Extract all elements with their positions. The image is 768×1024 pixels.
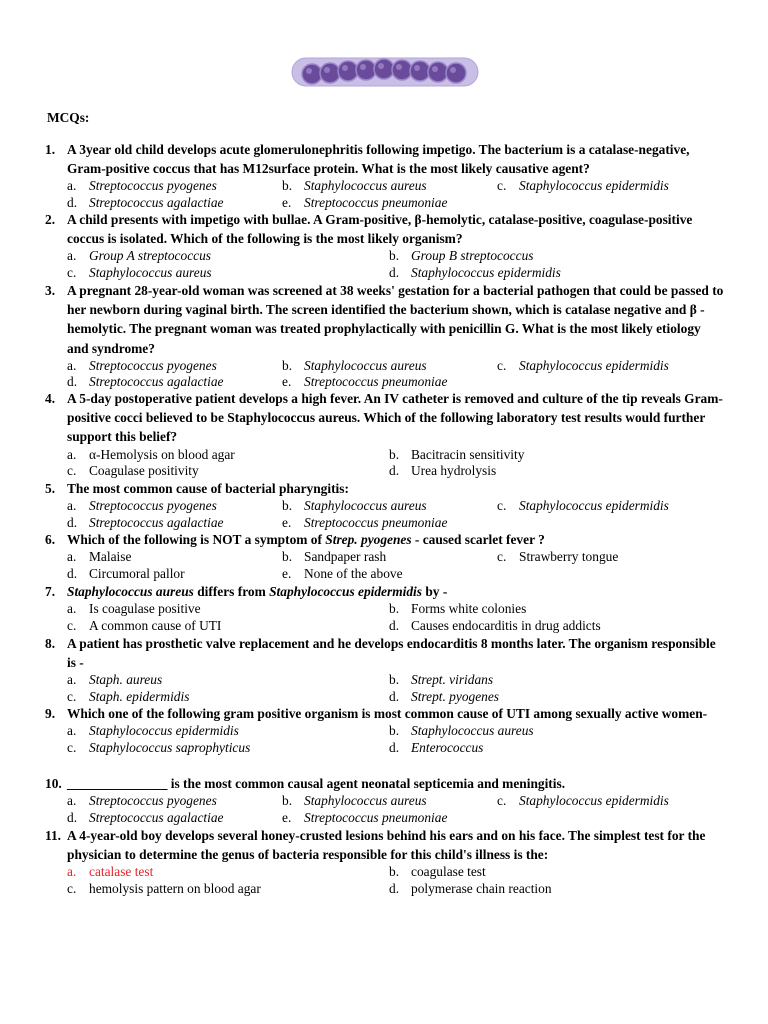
option-letter: c. — [497, 793, 507, 809]
option-letter: d. — [67, 514, 78, 530]
question-number: 11. — [45, 828, 61, 843]
option-letter: a. — [67, 723, 77, 739]
bead-highlight — [432, 66, 438, 72]
question-number: 1. — [45, 142, 56, 157]
option-text: coagulase test — [411, 864, 486, 880]
option-text: Streptococcus pyogenes — [89, 793, 217, 809]
answer-option — [67, 549, 282, 566]
option-letter: a. — [67, 357, 77, 373]
option-letter: b. — [282, 498, 293, 514]
bead-highlight — [342, 65, 348, 71]
option-letter: a. — [67, 672, 77, 688]
question-stem — [45, 530, 725, 549]
answer-option — [67, 689, 389, 706]
option-letter: c. — [67, 264, 77, 280]
option-row — [67, 740, 725, 757]
option-text: Staphylococcus epidermidis — [89, 723, 239, 739]
answer-option — [67, 515, 282, 532]
answer-option — [67, 881, 389, 898]
option-text: Staphylococcus epidermidis — [519, 178, 669, 194]
option-letter: b. — [282, 178, 293, 194]
question-text: A patient has prosthetic valve replacement and he develops endocarditis 8 months later. The organism responsible is - — [67, 636, 716, 671]
option-letter: c. — [67, 463, 77, 479]
bead-highlight — [414, 65, 420, 71]
option-letter: d. — [389, 880, 400, 896]
answer-option — [497, 793, 712, 810]
option-letter: d. — [389, 688, 400, 704]
option-letter: c. — [497, 178, 507, 194]
option-text: Urea hydrolysis — [411, 463, 497, 479]
question-number: 6. — [45, 532, 56, 547]
option-text: Group A streptococcus — [89, 248, 211, 264]
question-text: Which of the following is NOT a symptom of Strep. pyogenes - caused scarlet fever ? — [67, 532, 545, 547]
option-text: hemolysis pattern on blood agar — [89, 880, 261, 896]
bead-highlight — [324, 67, 330, 73]
option-row — [67, 881, 725, 898]
answer-options — [67, 498, 725, 531]
option-text: A common cause of UTI — [89, 617, 222, 633]
option-letter: a. — [67, 178, 77, 194]
coccus-bead — [410, 61, 430, 81]
answer-option — [67, 498, 282, 515]
question-stem — [45, 281, 725, 358]
option-letter: c. — [497, 498, 507, 514]
option-text: Streptococcus pneumoniae — [304, 194, 448, 210]
answer-option — [67, 447, 389, 464]
answer-option — [67, 265, 389, 282]
option-letter: d. — [389, 617, 400, 633]
question-stem — [45, 774, 725, 793]
question-text: Staphylococcus aureus differs from Staphylococcus epidermidis by - — [67, 584, 448, 599]
question-number: 5. — [45, 481, 56, 496]
option-letter: a. — [67, 498, 77, 514]
option-row — [67, 618, 725, 635]
option-letter: e. — [282, 514, 292, 530]
answer-option — [282, 566, 497, 583]
answer-option — [67, 793, 282, 810]
option-text: Staph. epidermidis — [89, 688, 190, 704]
question-item — [45, 530, 725, 582]
option-text: Group B streptococcus — [411, 248, 534, 264]
option-text: None of the above — [304, 565, 403, 581]
option-row — [67, 723, 725, 740]
option-row — [67, 195, 725, 212]
option-text: Streptococcus pneumoniae — [304, 374, 448, 390]
answer-options — [67, 549, 725, 582]
bead-highlight — [306, 68, 312, 74]
option-text: Strawberry tongue — [519, 549, 619, 565]
option-text: Staph. aureus — [89, 672, 163, 688]
option-letter: b. — [389, 248, 400, 264]
coccus-bead — [392, 60, 412, 80]
option-text: Coagulase positivity — [89, 463, 199, 479]
option-text: Causes endocarditis in drug addicts — [411, 617, 601, 633]
bead-highlight — [396, 64, 402, 70]
answer-option — [282, 195, 497, 212]
option-text: Forms white colonies — [411, 601, 527, 617]
option-letter: e. — [282, 194, 292, 210]
option-letter: c. — [67, 739, 77, 755]
answer-option — [67, 463, 389, 480]
answer-option — [67, 618, 389, 635]
answer-options — [67, 793, 725, 826]
answer-option — [282, 515, 497, 532]
answer-options — [67, 358, 725, 391]
answer-option — [389, 265, 711, 282]
answer-option — [67, 740, 389, 757]
answer-option — [282, 178, 497, 195]
option-row — [67, 864, 725, 881]
option-letter: c. — [67, 617, 77, 633]
option-row — [67, 265, 725, 282]
question-text: The most common cause of bacterial pharyngitis: — [67, 481, 349, 496]
answer-option — [282, 358, 497, 375]
answer-option — [497, 178, 712, 195]
option-text: Streptococcus pneumoniae — [304, 514, 448, 530]
answer-option — [67, 195, 282, 212]
question-number: 4. — [45, 391, 56, 406]
answer-option — [497, 498, 712, 515]
answer-option — [67, 566, 282, 583]
coccus-bead — [338, 61, 358, 81]
question-item — [45, 389, 725, 480]
option-row — [67, 566, 725, 583]
coccus-bead — [374, 59, 394, 79]
option-row — [67, 689, 725, 706]
option-text: α-Hemolysis on blood agar — [89, 446, 235, 462]
option-letter: e. — [282, 374, 292, 390]
option-text: Staphylococcus epidermidis — [411, 264, 561, 280]
section-heading: MCQs: — [47, 110, 90, 125]
option-text: Streptococcus pneumoniae — [304, 809, 448, 825]
answer-options — [67, 723, 725, 756]
answer-option — [389, 447, 711, 464]
option-row — [67, 178, 725, 195]
option-letter: b. — [282, 549, 293, 565]
answer-option — [389, 881, 711, 898]
option-letter: e. — [282, 565, 292, 581]
option-text: Staphylococcus epidermidis — [519, 498, 669, 514]
question-text: A child presents with impetigo with bullae. A Gram-positive, β-hemolytic, catalase-positive, coagulase-positive coccus is isolated. Which of the following is the most likely organism? — [67, 212, 693, 247]
option-letter: a. — [67, 601, 77, 617]
option-row — [67, 463, 725, 480]
answer-option — [67, 672, 389, 689]
option-letter: c. — [497, 357, 507, 373]
option-letter: b. — [389, 446, 400, 462]
question-number: 8. — [45, 636, 56, 651]
option-text: Staphylococcus epidermidis — [519, 357, 669, 373]
question-stem — [45, 389, 725, 447]
answer-option — [389, 601, 711, 618]
option-text: Staphylococcus aureus — [304, 178, 427, 194]
option-letter: b. — [389, 723, 400, 739]
question-item — [45, 826, 725, 897]
question-stem — [45, 479, 725, 498]
option-text: Streptococcus pyogenes — [89, 357, 217, 373]
answer-options — [67, 601, 725, 634]
coccus-bead — [428, 62, 448, 82]
option-row — [67, 810, 725, 827]
answer-option — [282, 549, 497, 566]
option-text: Circumoral pallor — [89, 565, 185, 581]
answer-option — [67, 601, 389, 618]
answer-option — [282, 498, 497, 515]
option-text: Streptococcus agalactiae — [89, 809, 224, 825]
option-text: polymerase chain reaction — [411, 880, 552, 896]
answer-option — [282, 810, 497, 827]
question-item — [45, 479, 725, 531]
option-letter: b. — [282, 357, 293, 373]
option-letter: b. — [389, 672, 400, 688]
option-row — [67, 601, 725, 618]
option-text: Staphylococcus aureus — [89, 264, 212, 280]
bead-highlight — [450, 67, 456, 73]
option-text: Strept. pyogenes — [411, 688, 500, 704]
question-text: A 4-year-old boy develops several honey-crusted lesions behind his ears and on his face. The simplest test for the physician to determine the genus of bacteria responsible for this child's illness is the: — [67, 828, 706, 863]
option-row — [67, 515, 725, 532]
option-row — [67, 498, 725, 515]
option-text: Bacitracin sensitivity — [411, 446, 525, 462]
option-letter: d. — [389, 463, 400, 479]
option-letter: a. — [67, 446, 77, 462]
option-text: Streptococcus agalactiae — [89, 194, 224, 210]
answer-options — [67, 178, 725, 211]
answer-options — [67, 447, 725, 480]
option-row — [67, 793, 725, 810]
coccus-bead — [356, 60, 376, 80]
answer-option — [67, 178, 282, 195]
option-row — [67, 358, 725, 375]
question-item — [45, 210, 725, 281]
option-letter: a. — [67, 549, 77, 565]
answer-option — [389, 740, 711, 757]
answer-option — [282, 793, 497, 810]
answer-option — [389, 248, 711, 265]
option-text: Is coagulase positive — [89, 601, 201, 617]
option-text: Staphylococcus aureus — [304, 498, 427, 514]
option-row — [67, 447, 725, 464]
option-letter: b. — [282, 793, 293, 809]
answer-option — [67, 723, 389, 740]
option-letter: d. — [389, 264, 400, 280]
option-text: catalase test — [89, 864, 154, 880]
answer-option — [389, 864, 711, 881]
answer-option — [389, 672, 711, 689]
question-stem — [45, 634, 725, 672]
bead-highlight — [360, 64, 366, 70]
question-item — [45, 634, 725, 705]
option-letter: d. — [389, 739, 400, 755]
option-letter: d. — [67, 374, 78, 390]
option-letter: a. — [67, 793, 77, 809]
question-number: 7. — [45, 584, 56, 599]
coccus-bead — [320, 63, 340, 83]
question-text: A 5-day postoperative patient develops a high fever. An IV catheter is removed and culture of the tip reveals Gram-positive cocci believed to be Staphylococcus aureus. Which of the following laboratory test results would further support this belief? — [67, 391, 723, 445]
answer-options — [67, 672, 725, 705]
option-text: Strept. viridans — [411, 672, 494, 688]
option-letter: c. — [67, 880, 77, 896]
question-number: 9. — [45, 706, 56, 721]
option-letter: d. — [67, 194, 78, 210]
answer-option — [67, 248, 389, 265]
answer-option — [389, 463, 711, 480]
question-text: _______________ is the most common causal agent neonatal septicemia and meningitis. — [67, 776, 566, 791]
question-item — [45, 704, 725, 756]
question-item — [45, 582, 725, 634]
option-text: Staphylococcus aureus — [304, 793, 427, 809]
answer-option — [67, 864, 389, 881]
option-text: Staphylococcus epidermidis — [519, 793, 669, 809]
option-text: Staphylococcus saprophyticus — [89, 739, 251, 755]
answer-option — [389, 618, 711, 635]
question-stem — [45, 140, 725, 178]
option-letter: a. — [67, 864, 77, 880]
option-text: Staphylococcus aureus — [304, 357, 427, 373]
question-text: A 3year old child develops acute glomerulonephritis following impetigo. The bacterium is a catalase-negative, Gram-positive coccus that has M12surface protein. What is the most likely causative agent? — [67, 142, 690, 177]
answer-options — [67, 248, 725, 281]
coccus-bead — [302, 64, 322, 84]
option-letter: b. — [389, 601, 400, 617]
answer-option — [389, 689, 711, 706]
option-row — [67, 549, 725, 566]
question-number: 3. — [45, 283, 56, 298]
answer-options — [67, 864, 725, 897]
option-text: Streptococcus agalactiae — [89, 514, 224, 530]
option-letter: c. — [497, 549, 507, 565]
option-letter: b. — [389, 864, 400, 880]
question-stem — [45, 582, 725, 601]
option-letter: a. — [67, 248, 77, 264]
coccus-bead — [446, 63, 466, 83]
option-text: Malaise — [89, 549, 132, 565]
answer-option — [497, 358, 712, 375]
answer-option — [67, 358, 282, 375]
option-row — [67, 672, 725, 689]
answer-option — [67, 810, 282, 827]
option-letter: c. — [67, 688, 77, 704]
question-number: 10. — [45, 776, 62, 791]
option-text: Enterococcus — [411, 739, 484, 755]
answer-option — [497, 549, 712, 566]
question-stem — [45, 704, 725, 723]
streptococcus-chain-illustration — [290, 54, 480, 90]
option-text: Streptococcus pyogenes — [89, 498, 217, 514]
question-item — [45, 281, 725, 391]
question-stem — [45, 210, 725, 248]
option-text: Sandpaper rash — [304, 549, 387, 565]
option-letter: d. — [67, 809, 78, 825]
question-item — [45, 774, 725, 826]
option-letter: e. — [282, 809, 292, 825]
question-number: 2. — [45, 212, 56, 227]
option-text: Staphylococcus aureus — [411, 723, 534, 739]
answer-option — [389, 723, 711, 740]
question-text: A pregnant 28-year-old woman was screened at 38 weeks' gestation for a bacterial pathogen that could be passed to her newborn during vaginal birth. The screen identified the bacterium shown, which is catalase negative and β -hemolytic. The pregnant woman was treated prophylactically with penicillin G. What is the most likely etiology and syndrome? — [67, 283, 724, 356]
option-text: Streptococcus agalactiae — [89, 374, 224, 390]
option-letter: d. — [67, 565, 78, 581]
bead-highlight — [378, 63, 384, 69]
question-text: Which one of the following gram positive organism is most common cause of UTI among sexually active women- — [67, 706, 708, 721]
question-item — [45, 140, 725, 211]
option-text: Streptococcus pyogenes — [89, 178, 217, 194]
option-row — [67, 248, 725, 265]
question-stem — [45, 826, 725, 864]
